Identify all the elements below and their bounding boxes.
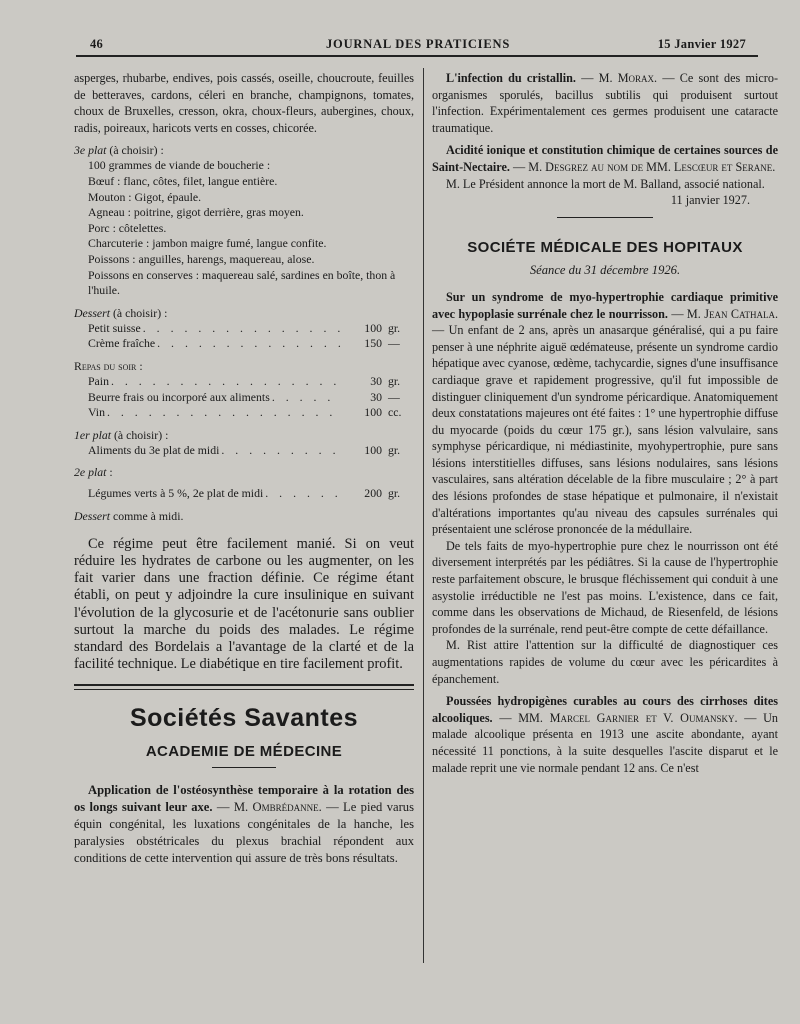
list-item: 100 grammes de viande de boucherie :: [88, 158, 271, 173]
table-row: Petit suisse . . . 100 gr.: [74, 321, 414, 337]
list-item: Mouton : Gigot, épaule.: [88, 189, 202, 204]
table-row: Vin . . . 100 cc.: [74, 405, 414, 421]
running-header: [76, 37, 758, 57]
issue-date: 15 Janvier 1927: [657, 37, 746, 51]
table-row: Pain . . . 30 gr.: [74, 374, 414, 390]
article-cristallin: L'infection du cristallin. — M. Morax. — Ce sont des micro-organismes sporulés, bacillus subtilis qui produisent surtout l'infection. Expérimentalement ces germes produisent une cataracte traumatique.: [432, 71, 779, 135]
table-row: Légumes verts à 5 %, 2e plat de midi . . . 200 gr.: [74, 486, 414, 502]
table-row: Aliments du 3e plat de midi . . . 100 gr.: [74, 443, 414, 459]
list-item: Poissons : anguilles, harengs, maquereau, alose.: [88, 251, 315, 266]
journal-title: JOURNAL DES PRATICIENS: [326, 37, 511, 51]
regime-paragraph: Ce régime peut être facilement manié. Si on veut réduire les hydrates de carbone ou les augmenter, on les fait varier dans une fraction définie. Ce régime étant établi, on peut y adjoindre la cure insulinique en suivant l'évolution de la glycosurie et de l'acétonurie sans oublier surtout la marche du poids des malades. Le régime standard des Bordelais a l'avantage de la clarté et de la facilité technique. Le diabétique en tire facilement profit.: [74, 535, 414, 673]
article-myo-hypertrophie: Sur un syndrome de myo-hypertrophie cardiaque primitive avec hypoplasie surrénale chez le nourrisson. — M. Jean Cathala. — Un enfant de 2 ans, après un anasarque généralisé, qui a pu faire penser à une néphrite aiguë œdémateuse, présente un syndrome cardio hépatique avec cyanose, œdème, tachycardie, signes d'une insuffisance cardiaque grave et rapidement progressive, qu'il fut impossible de distinguer cliniquement d'un syndrome péricardique. Anatomiquement deux constatations majeures ont été faites : 1° une hypertrophie diffuse du myocarde (poids du cœur 175 gr.), sans lésion valvulaire, sans symphyse péricardique, ni médiastinite, myohypertrophie, pure sans lésions interstitielles diffuses, sans lésions nodulaires, sans lésions vasculaires, sans altération décelable de la fibre musculaire ; 2° à part des lésions profondes de stase hépatique et pulmonaire, il n'existait d'altérations importantes qu'au niveau des capsules surrénales qui présentaient une sclérose prononcée de la médullaire.: [432, 289, 779, 537]
page-number: 46: [90, 37, 104, 51]
short-rule: [557, 217, 653, 218]
plat2-heading: 2e plat :: [74, 465, 113, 480]
intro-text: asperges, rhubarbe, endives, pois cassés, oseille, choucroute, feuilles de betteraves, cardons, céleri en branche, champignons, tomates, choux de Bruxelles, cresson, okra, choux-fleurs, aubergines, choux, radis, poireaux, haricots verts en cosses, chicorée.: [74, 71, 414, 135]
list-item: Agneau : poitrine, gigot derrière, gras moyen.: [88, 205, 304, 220]
plat3-list: [88, 158, 414, 298]
section-rule: [74, 684, 414, 690]
plat3-heading: 3e plat (à choisir) :: [74, 143, 164, 158]
academy-title: ACADEMIE DE MÉDECINE: [145, 743, 343, 761]
short-rule: [212, 767, 276, 768]
list-item: Charcuterie : jambon maigre fumé, langue confite.: [88, 236, 327, 251]
session-date: Séance du 31 décembre 1926.: [529, 263, 681, 278]
list-item: Poissons en conserves : maquereau salé, sardines en boîte, thon à l'huile.: [88, 267, 396, 298]
table-row: Crème fraîche . . . 150 —: [74, 336, 414, 352]
article-osteosynthese: Application de l'ostéosynthèse temporaire à la rotation des os longs suivant leur axe. — M. Ombrédanne. — Le pied varus équin congénital, les luxations congénitales de la hanche, les paralysies obstétricales du plexus brachial répondent aux conditions de cette intervention qui assure de très bons résultats.: [74, 782, 414, 865]
article-poussees-hydropigenes: Poussées hydropigènes curables au cours des cirrhoses dites alcooliques. — MM. Marcel Garnier et V. Oumansky. — Un malade alcoolique présenta en 1913 une ascite abondante, ayant nécessité 11 ponctions, à la suite desquelles l'ascite disparut et le malade reprit une vie normale pendant 12 ans. Ce n'est: [432, 694, 779, 775]
article-saint-nectaire: Acidité ionique et constitution chimique de certaines sources de Saint-Nectaire. — M. Desgrez au nom de MM. Lescœur et Serane.: [432, 143, 778, 174]
hospitals-title: SOCIÉTE MÉDICALE DES HOPITAUX: [467, 238, 743, 256]
left-column: [74, 70, 414, 867]
death-date: 11 janvier 1927.: [670, 193, 750, 208]
section-title: Sociétés Savantes: [129, 703, 359, 732]
list-item: Porc : côtelettes.: [88, 220, 167, 235]
table-row: Beurre frais ou incorporé aux aliments . . . 30 —: [74, 390, 414, 406]
death-notice: M. Le Président annonce la mort de M. Balland, associé national.: [446, 176, 765, 191]
list-item: Bœuf : flanc, côtes, filet, langue entière.: [88, 173, 278, 188]
column-divider: [423, 68, 424, 963]
paragraph: De tels faits de myo-hypertrophie pure chez le nourrisson ont été diversement interprétés par les pédiâtres. Si la cause de l'hypertrophie reste parfaitement obscure, le brusque fléchissement qui conduit à une asystolie irréductible ne l'est pas moins. L'existence, dans ce fait, comme dans les observations de Michaud, de Riesenfeld, de lésions profondes de la surrénale, rend peut-être compte de cette défaillance.: [432, 538, 778, 636]
dessert-heading: Dessert (à choisir) :: [74, 305, 168, 320]
plat1-heading: 1er plat (à choisir) :: [74, 427, 169, 442]
dessert2-heading: Dessert comme à midi.: [74, 508, 184, 523]
right-column: [432, 70, 778, 776]
paragraph: M. Rist attire l'attention sur la difficulté de diagnostiquer ces augmentations rapides de volume du cœur avec les péricardites à épanchement.: [432, 638, 778, 686]
repas-heading: Repas du soir :: [74, 358, 143, 373]
